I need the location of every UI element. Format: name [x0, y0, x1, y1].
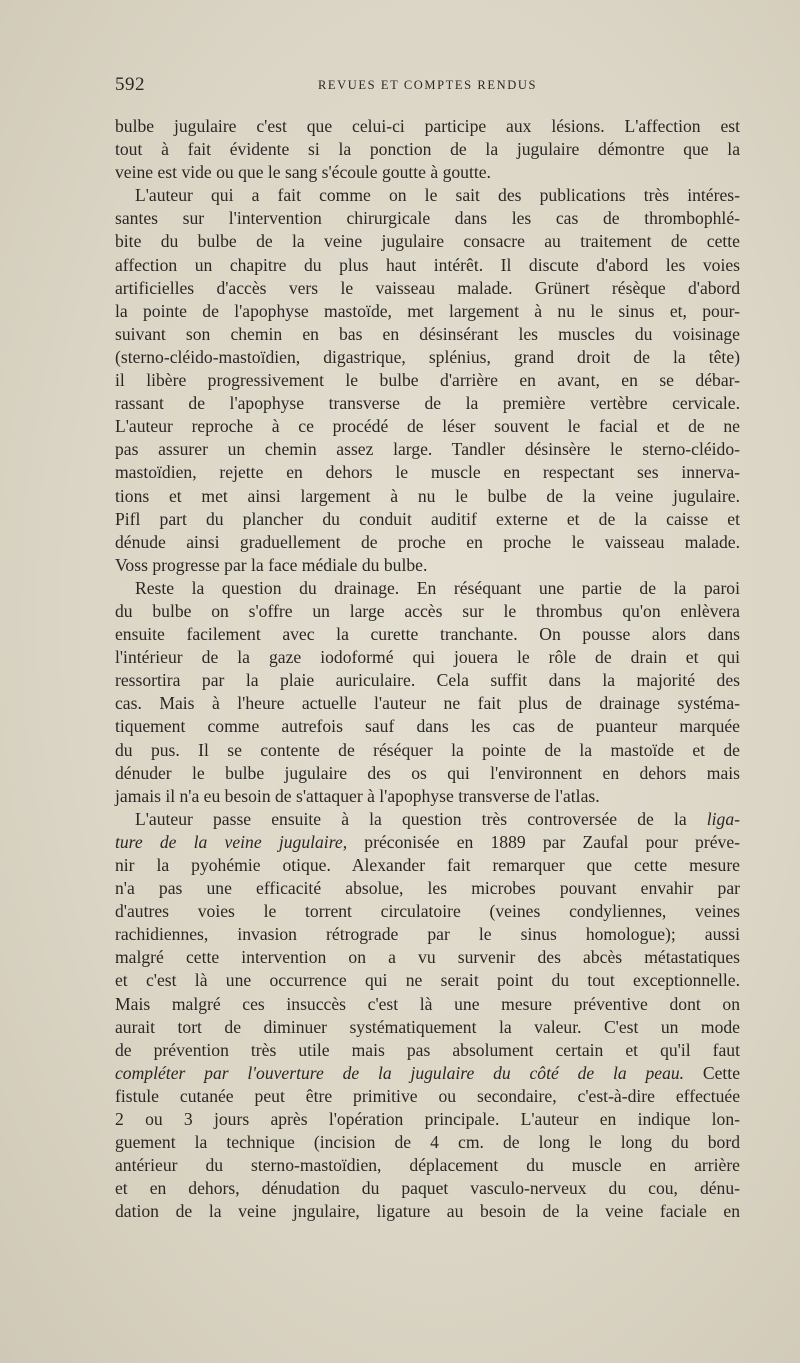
text-line — [115, 254, 740, 277]
text-line — [115, 138, 740, 161]
text-segment: il libère progressivement le bulbe d'arrière en avant, en se débar- — [115, 370, 740, 391]
text-line — [115, 323, 740, 346]
text-line — [115, 508, 740, 531]
text-line — [115, 115, 740, 138]
running-title: REVUES ET COMPTES RENDUS — [317, 78, 538, 92]
text-segment: rachidiennes, invasion rétrograde par le sinus homologue); aussi — [115, 924, 740, 945]
text-line — [115, 808, 740, 831]
text-segment: mastoïdien, rejette en dehors le muscle en respectant ses innerva- — [115, 462, 740, 483]
text-segment: L'auteur qui a fait comme on le sait des publications très intéres- — [135, 185, 740, 206]
text-line — [115, 277, 740, 300]
text-segment: antérieur du sterno-mastoïdien, déplacement du muscle en arrière — [115, 1155, 740, 1176]
text-segment: suivant son chemin en bas en désinsérant les muscles du voisinage — [115, 323, 740, 344]
text-segment: de prévention très utile mais pas absolument certain et qu'il faut — [115, 1039, 740, 1060]
text-segment: jamais il n'a eu besoin de s'attaquer à l'apophyse transverse de l'atlas. — [115, 785, 600, 806]
text-segment: Voss progresse par la face médiale du bulbe. — [115, 554, 428, 575]
text-line — [115, 831, 740, 854]
text-line — [115, 669, 740, 692]
text-segment: santes sur l'intervention chirurgicale dans les cas de thrombophlé- — [115, 208, 740, 229]
text-line — [115, 877, 740, 900]
italic-text: compléter par l'ouverture de la jugulaire du côté de la peau. — [115, 1062, 685, 1083]
page-number: 592 — [115, 74, 145, 95]
text-segment: rassant de l'apophyse transverse de la première vertèbre cervicale. — [115, 393, 740, 414]
text-line — [115, 161, 740, 184]
text-line — [115, 1154, 740, 1177]
text-line — [115, 392, 740, 415]
text-segment: et en dehors, dénudation du paquet vasculo-nerveux du cou, dénu- — [115, 1178, 740, 1199]
text-line — [115, 1108, 740, 1131]
text-line — [115, 346, 740, 369]
text-segment: nir la pyohémie otique. Alexander fait remarquer que cette mesure — [115, 855, 740, 875]
text-segment: d'autres voies le torrent circulatoire (veines condyliennes, veines — [115, 901, 740, 922]
text-line — [115, 969, 740, 992]
text-segment: 2 ou 3 jours après l'opération principale. L'auteur en indique lon- — [115, 1109, 740, 1130]
text-segment: du pus. Il se contente de réséquer la pointe de la mastoïde et de — [115, 739, 740, 760]
text-line — [115, 692, 740, 715]
text-segment: l'intérieur de la gaze iodoformé qui jouera le rôle de drain et qui — [115, 647, 740, 668]
text-segment: affection un chapitre du plus haut intérêt. Il discute d'abord les voies — [115, 254, 740, 275]
text-line — [115, 554, 740, 577]
text-line — [115, 946, 740, 969]
text-segment: ressortira par la plaie auriculaire. Cela suffit dans la majorité des — [115, 670, 740, 691]
text-line — [115, 1016, 740, 1039]
text-line — [115, 207, 740, 230]
text-segment: bite du bulbe de la veine jugulaire consacre au traitement de cette — [115, 231, 740, 252]
italic-text: ture de la veine jugulaire — [115, 831, 343, 852]
text-line — [115, 785, 740, 808]
text-line — [115, 461, 740, 484]
text-line — [115, 993, 740, 1016]
page-header — [115, 74, 740, 98]
text-segment: artificielles d'accès vers le vaisseau malade. Grünert résèque d'abord — [115, 277, 740, 298]
text-line — [115, 531, 740, 554]
text-line — [115, 623, 740, 646]
text-segment: la pointe de l'apophyse mastoïde, met largement à nu le sinus et, pour- — [115, 300, 740, 321]
text-segment: , préconisée en 1889 par Zaufal pour préve- — [342, 831, 740, 852]
text-segment: guement la technique (incision de 4 cm. de long le long du bord — [115, 1132, 740, 1153]
text-segment: L'auteur reproche à ce procédé de léser souvent le facial et de ne — [115, 416, 740, 437]
text-segment: cas. Mais à l'heure actuelle l'auteur ne fait plus de drainage systéma- — [115, 693, 740, 714]
text-segment: dation de la veine jngulaire, ligature au besoin de la veine faciale en — [115, 1201, 740, 1222]
text-line — [115, 415, 740, 438]
text-line — [115, 184, 740, 207]
text-line — [115, 646, 740, 669]
text-line — [115, 438, 740, 461]
text-line — [115, 1177, 740, 1200]
text-line — [115, 1085, 740, 1108]
text-segment: L'auteur passe ensuite à la question très controversée de la — [135, 808, 707, 829]
text-segment: Cette — [684, 1062, 741, 1083]
text-segment: tiquement comme autrefois sauf dans les cas de puanteur marquée — [115, 716, 740, 737]
text-line — [115, 485, 740, 508]
text-segment: n'a pas une efficacité absolue, les microbes pouvant envahir par — [115, 878, 740, 899]
text-line — [115, 230, 740, 253]
text-line — [115, 739, 740, 762]
text-line — [115, 577, 740, 600]
text-line — [115, 715, 740, 738]
text-segment: et c'est là une occurrence qui ne serait point du tout exceptionnelle. — [115, 970, 740, 991]
text-segment: tout à fait évidente si la ponction de la jugulaire démontre que la — [115, 139, 740, 160]
text-segment: Reste la question du drainage. En réséquant une partie de la paroi — [135, 577, 740, 598]
text-segment: pas assurer un chemin assez large. Tandler désinsère le sterno-cléido- — [115, 439, 740, 460]
text-line — [115, 762, 740, 785]
text-segment: Mais malgré ces insuccès c'est là une mesure préventive dont on — [115, 993, 740, 1014]
text-segment: bulbe jugulaire c'est que celui-ci participe aux lésions. L'affection est — [115, 116, 740, 136]
text-line — [115, 1062, 740, 1085]
text-segment: dénuder le bulbe jugulaire des os qui l'environnent en dehors mais — [115, 762, 740, 783]
article-body — [115, 115, 740, 1224]
italic-text: liga- — [706, 808, 740, 829]
text-line — [115, 369, 740, 392]
text-segment: (sterno-cléido-mastoïdien, digastrique, splénius, grand droit de la tête) — [115, 346, 740, 367]
text-line — [115, 1200, 740, 1223]
text-segment: aurait tort de diminuer systématiquement la valeur. C'est un mode — [115, 1016, 740, 1037]
text-line — [115, 1039, 740, 1062]
text-segment: dénude ainsi graduellement de proche en proche le vaisseau malade. — [115, 531, 740, 552]
text-line — [115, 1131, 740, 1154]
text-segment: fistule cutanée peut être primitive ou secondaire, c'est-à-dire effectuée — [115, 1085, 740, 1106]
text-line — [115, 300, 740, 323]
text-segment: Pifl part du plancher du conduit auditif externe et de la caisse et — [115, 508, 740, 529]
text-line — [115, 600, 740, 623]
text-segment: du bulbe on s'offre un large accès sur le thrombus qu'on enlèvera — [115, 600, 740, 621]
text-segment: tions et met ainsi largement à nu le bulbe de la veine jugulaire. — [115, 485, 740, 506]
text-segment: malgré cette intervention on a vu survenir des abcès métastatiques — [115, 947, 740, 968]
text-segment: veine est vide ou que le sang s'écoule goutte à goutte. — [115, 162, 491, 183]
text-line — [115, 900, 740, 923]
text-segment: ensuite facilement avec la curette tranchante. On pousse alors dans — [115, 624, 740, 645]
text-line — [115, 923, 740, 946]
text-line — [115, 854, 740, 877]
